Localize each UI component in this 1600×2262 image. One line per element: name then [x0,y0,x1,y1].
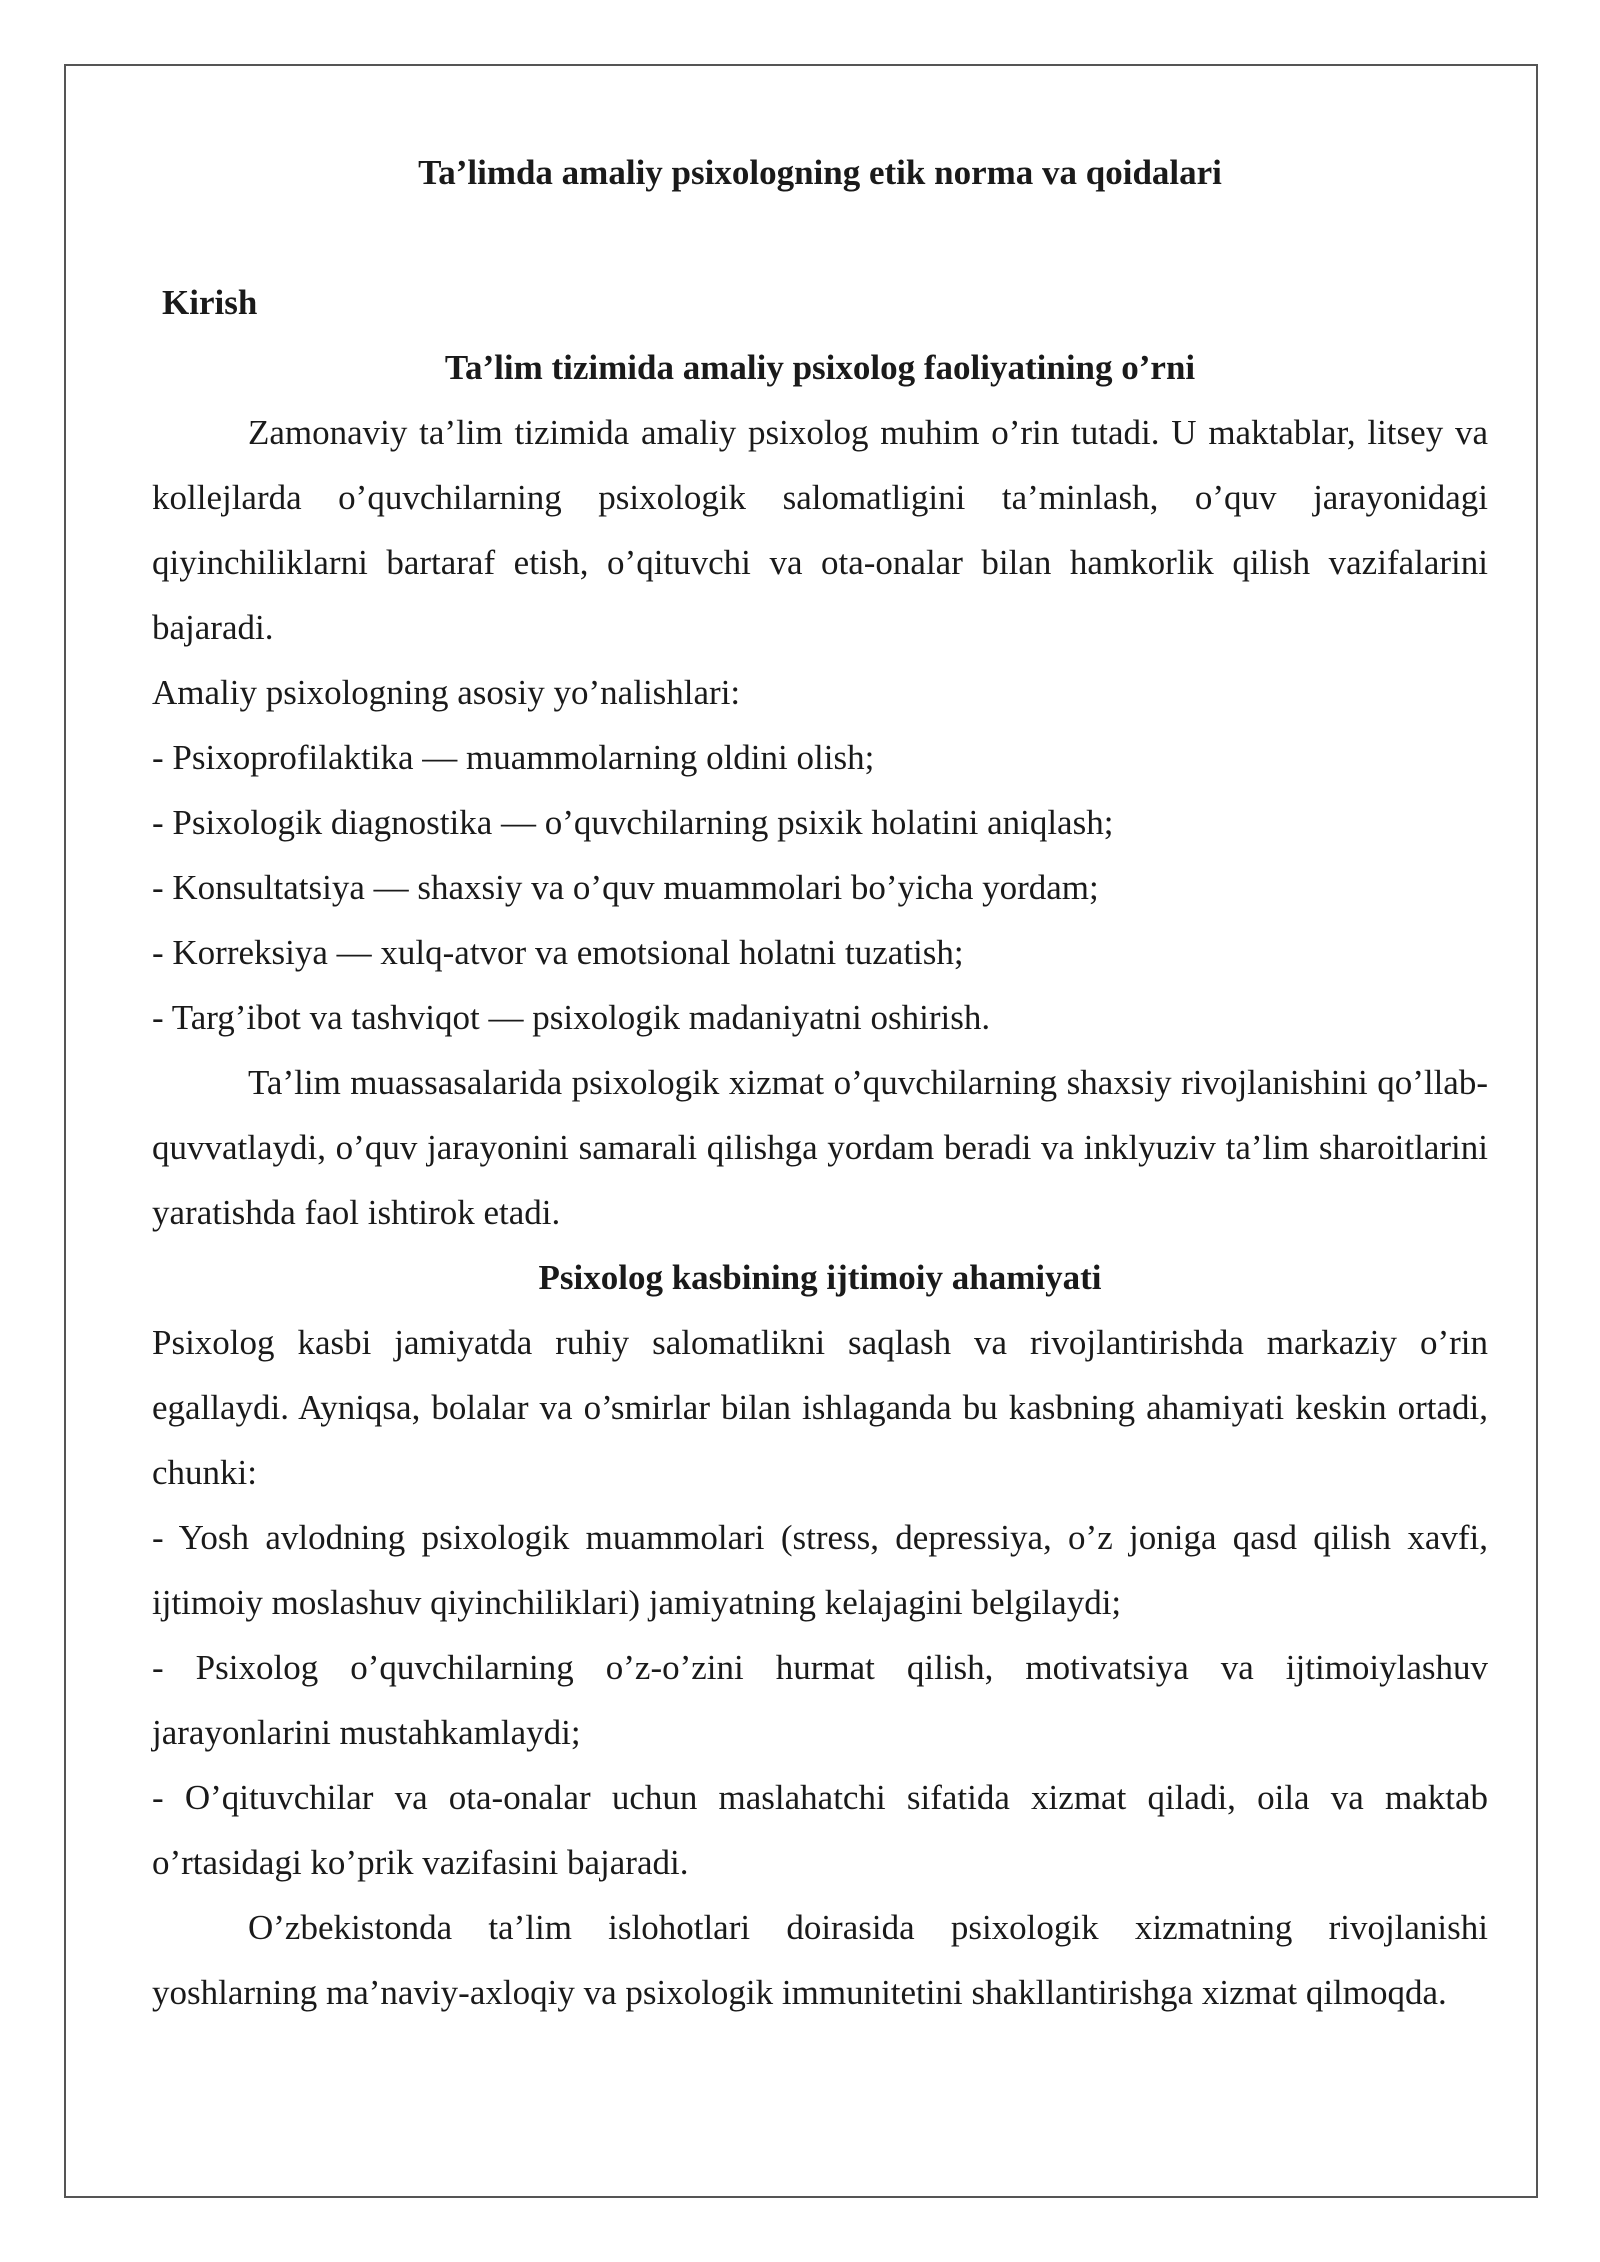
list-item: - Targ’ibot va tashviqot — psixologik madaniyatni oshirish. [152,998,991,1037]
list-item: - Psixolog o’quvchilarning o’z-o’zini hurmat qilish, motivatsiya va ijtimoiylashuv jarayonlarini mustahkamlaydi; [152,1648,1488,1752]
blank-line [152,205,1488,270]
list-item: - Psixologik diagnostika — o’quvchilarning psixik holatini aniqlash; [152,803,1114,842]
intro-heading: Kirish [162,283,258,322]
list-item: - Psixoprofilaktika — muammolarning oldini olish; [152,738,875,777]
importance-list [152,1505,1488,1895]
section-heading-social-importance: Psixolog kasbining ijtimoiy ahamiyati [538,1258,1102,1297]
paragraph-uzbekistan-reforms: O’zbekistonda ta’lim islohotlari doirasida psixologik xizmatning rivojlanishi yoshlarning ma’naviy-axloqiy va psixologik immunitetini shakllantirishga xizmat qilmoqda. [152,1908,1488,2012]
list-item: - Konsultatsiya — shaxsiy va o’quv muammolari bo’yicha yordam; [152,868,1099,907]
paragraph-modern-education: Zamonaviy ta’lim tizimida amaliy psixolog muhim o’rin tutadi. U maktablar, litsey va kollejlarda o’quvchilarning psixologik salomatligini ta’minlash, o’quv jarayonidagi qiyinchiliklarni bartaraf etish, o’qituvchi va ota-onalar bilan hamkorlik qilish vazifalarini bajaradi. [152,413,1488,647]
list-item: - O’qituvchilar va ota-onalar uchun maslahatchi sifatida xizmat qiladi, oila va maktab o’rtasidagi ko’prik vazifasini bajaradi. [152,1778,1488,1882]
paragraph-psych-service: Ta’lim muassasalarida psixologik xizmat o’quvchilarning shaxsiy rivojlanishini qo’llab-quvvatlaydi, o’quv jarayonini samarali qilishga yordam beradi va inklyuziv ta’lim sharoitlarini yaratishda faol ishtirok etadi. [152,1063,1488,1232]
paragraph-profession-role: Psixolog kasbi jamiyatda ruhiy salomatlikni saqlash va rivojlantirishda markaziy o’rin egallaydi. Ayniqsa, bolalar va o’smirlar bilan ishlaganda bu kasbning ahamiyati keskin ortadi, chunki: [152,1323,1488,1492]
list-item: - Korreksiya — xulq-atvor va emotsional holatni tuzatish; [152,933,964,972]
document-title: Ta’limda amaliy psixologning etik norma va qoidalari [418,153,1222,192]
list-item: - Yosh avlodning psixologik muammolari (stress, depressiya, o’z joniga qasd qilish xavfi, ijtimoiy moslashuv qiyinchiliklari) jamiyatning kelajagini belgilaydi; [152,1518,1488,1622]
section-heading-psychologist-role: Ta’lim tizimida amaliy psixolog faoliyatining o’rni [444,348,1196,387]
directions-list [152,725,1488,1050]
list-intro: Amaliy psixologning asosiy yo’nalishlari: [152,673,741,712]
document-body [152,140,1488,2025]
